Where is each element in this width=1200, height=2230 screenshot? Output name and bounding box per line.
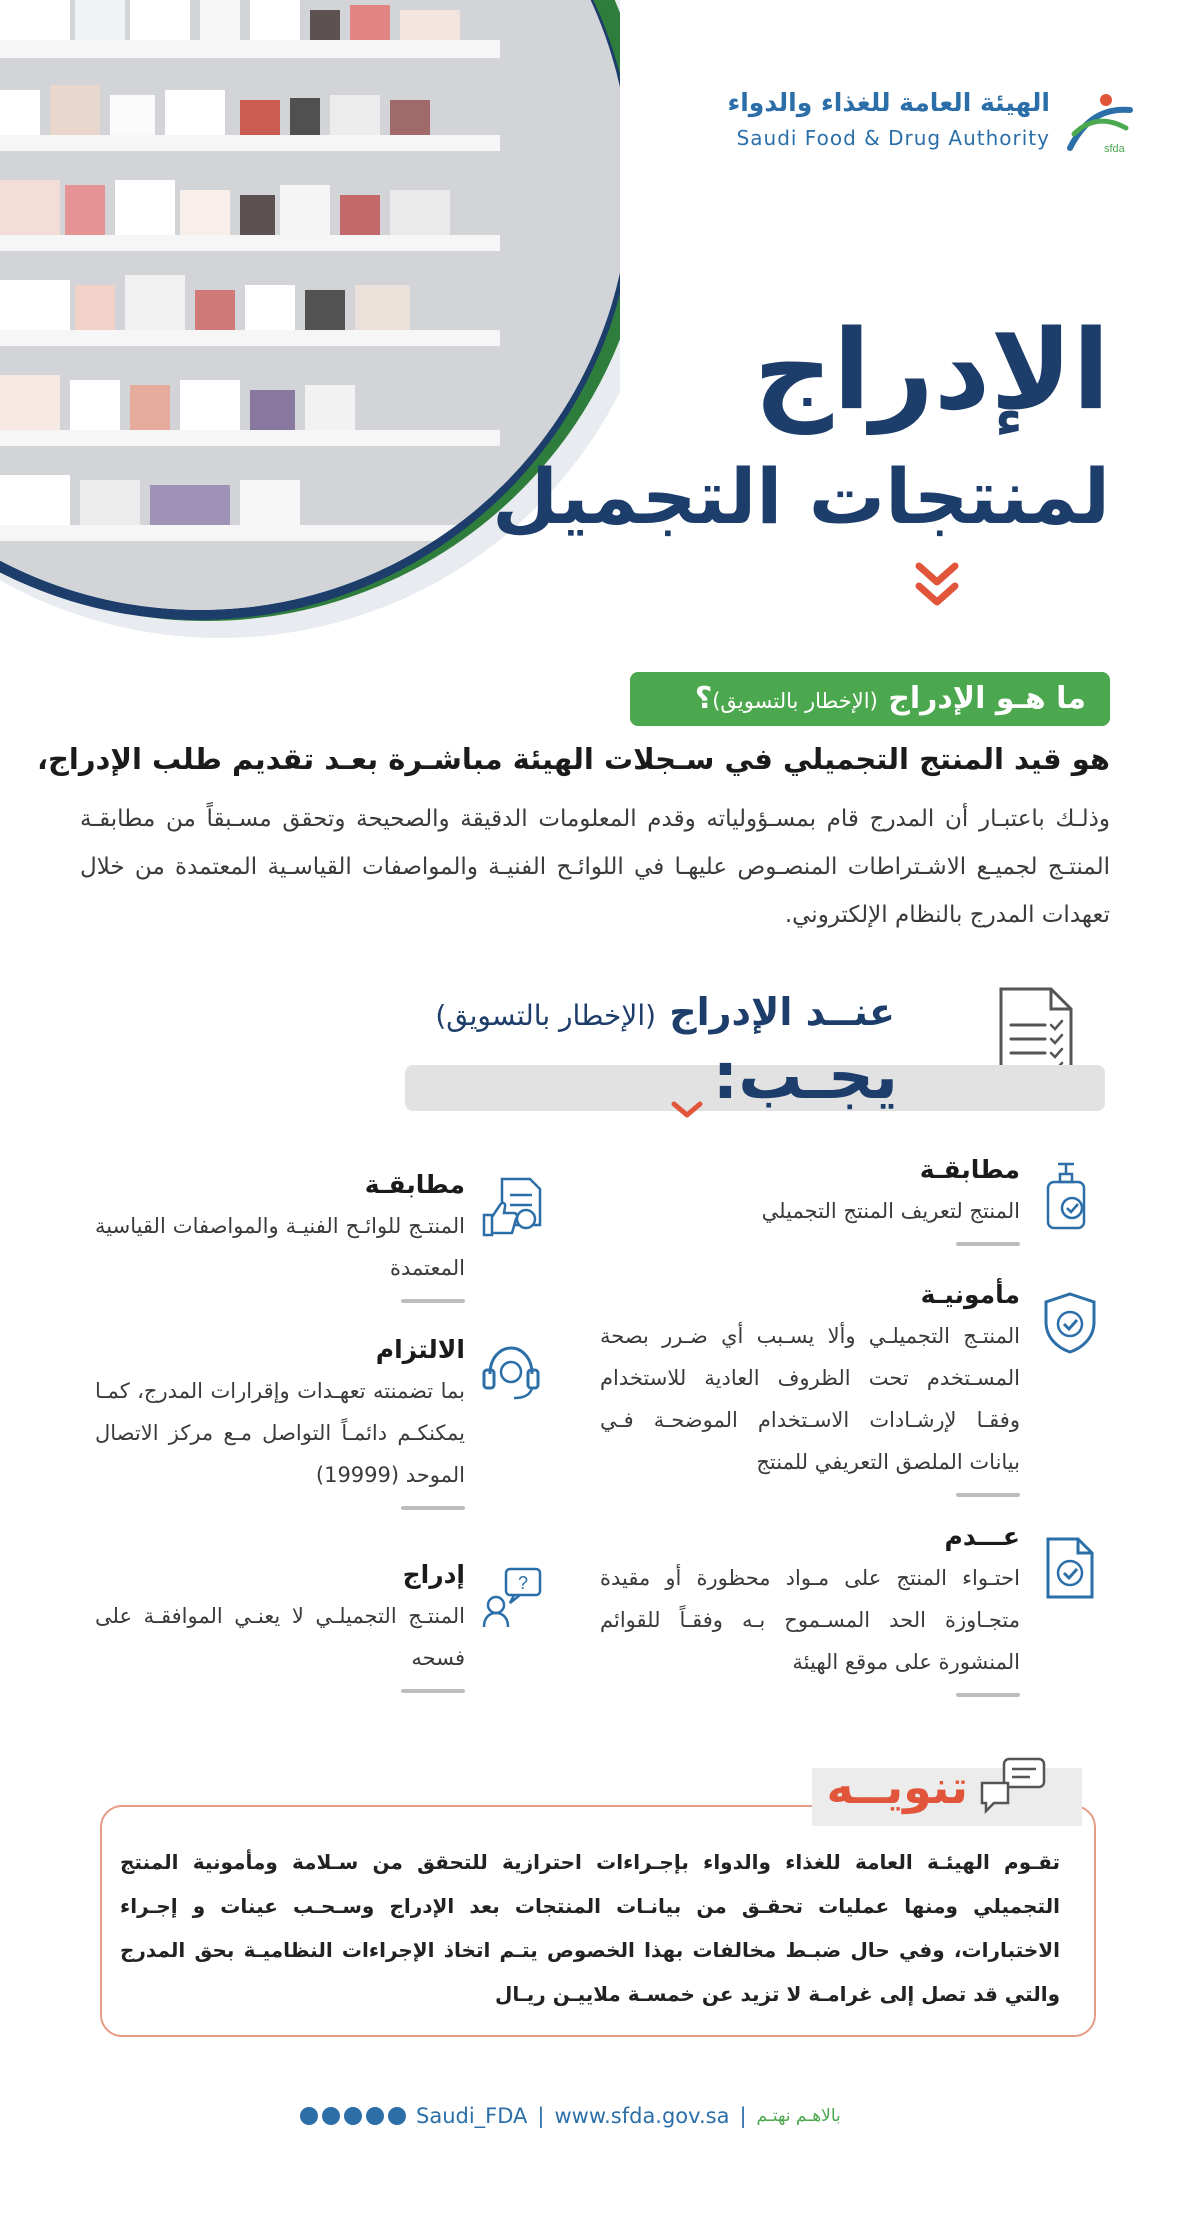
requirement-listing <box>95 1560 465 1693</box>
footer-motto: بالاهـم نهتـم <box>756 2106 841 2126</box>
chevron-down-icon <box>670 1100 704 1120</box>
youtube-icon[interactable] <box>366 2107 384 2125</box>
notice-title: تنويــه <box>826 1760 968 1814</box>
headset-icon <box>478 1340 544 1402</box>
footer-separator: | <box>537 2104 545 2128</box>
requirement-heading: إدراج <box>402 1560 465 1589</box>
sfda-logo <box>710 88 1140 168</box>
thumbs-up-document-icon <box>480 1175 544 1239</box>
must-word: يجـب: <box>712 1040 898 1114</box>
requirement-heading: مطابقـة <box>919 1155 1020 1184</box>
divider <box>956 1242 1020 1246</box>
question-banner <box>630 672 1110 726</box>
question-mark: ؟ <box>694 681 713 716</box>
chat-bubbles-icon <box>978 1755 1048 1819</box>
page-subtitle: لمنتجات التجميل <box>492 452 1110 541</box>
divider <box>401 1506 465 1510</box>
requirement-non-content <box>600 1522 1020 1697</box>
snapchat-icon[interactable] <box>344 2107 362 2125</box>
logo-arabic-name: الهيئة العامة للغذاء والدواء <box>727 88 1050 117</box>
social-handle[interactable]: Saudi_FDA <box>416 2104 528 2128</box>
requirement-heading: عـــدم <box>944 1522 1020 1551</box>
divider <box>401 1689 465 1693</box>
answer-lead: هو قيد المنتج التجميلي في سـجلات الهيئة مباشـرة بعـد تقديم طلب الإدراج، <box>36 742 1110 776</box>
must-heading-main: عنــد الإدراج <box>656 990 895 1034</box>
must-heading <box>435 990 895 1034</box>
divider <box>956 1493 1020 1497</box>
question-bubble-icon <box>480 1565 544 1629</box>
footer <box>300 2104 900 2128</box>
svg-text:sfda: sfda <box>1104 143 1125 155</box>
divider <box>956 1693 1020 1697</box>
twitter-icon[interactable] <box>388 2107 406 2125</box>
requirement-heading: مطابقـة <box>364 1170 465 1199</box>
requirement-text: بما تضمنته تعهـدات وإقرارات المدرج، كمـا يمكنكـم دائمـاً التواصل مـع مركز الاتصال الموحد (19999) <box>95 1379 465 1487</box>
facebook-icon[interactable] <box>300 2107 318 2125</box>
requirement-heading: الالتزام <box>375 1335 465 1364</box>
answer-body: وذلـك باعتبـار أن المدرج قام بمسـؤولياته وقدم المعلومات الدقيقة والصحيحة وتحقق مسـبقاً من مطابقـة المنتـج لجميـع الاشـتراطات المنصـوص عليهـا في اللوائـح الفنيـة والمواصفات القياسـية المعتمدة من خلال تعهدات المدرج بالنظام الإلكتروني. <box>80 806 1110 928</box>
requirement-heading: مأمونيـة <box>920 1280 1020 1309</box>
requirement-match-standards <box>95 1170 465 1303</box>
logo-english-name: Saudi Food & Drug Authority <box>736 126 1050 150</box>
shield-check-icon <box>1040 1290 1100 1356</box>
requirement-text: المنتج لتعريف المنتج التجميلي <box>761 1199 1020 1223</box>
requirement-safety <box>600 1280 1020 1497</box>
website-link[interactable]: www.sfda.gov.sa <box>554 2104 730 2128</box>
svg-text:?: ? <box>518 1573 529 1593</box>
pharmacy-shelves-photo <box>0 0 620 670</box>
requirement-text: احتـواء المنتج على مـواد محظورة أو مقيدة متجـاوزة الحد المسـموح بـه وفقـاً للقوائم المنشورة على موقع الهيئة <box>600 1566 1020 1674</box>
document-check-icon <box>1042 1535 1096 1601</box>
notice-text: تقـوم الهيئـة العامة للغذاء والدواء بإجـراءات احترازية للتحقق من سـلامة ومأمونية المنتج التجميلي ومنها عمليات تحقـق من بيانـات المنتجات بعد الإدراج وسـحـب عينات و إجـراء الاختبارات، وفي حال ضبـط مخالفات بهذا الخصوص يتـم اتخاذ الإجراءات النظاميـة بحق المدرج والتي قد تصل إلى غرامـة لا تزيد عن خمسـة ملاييـن ريـال <box>120 1850 1060 2006</box>
instagram-icon[interactable] <box>322 2107 340 2125</box>
requirement-match-definition <box>600 1155 1020 1246</box>
question-sub: (الإخطار بالتسويق) <box>712 689 878 713</box>
social-icons <box>300 2107 406 2125</box>
requirement-text: المنتـج للوائـح الفنيـة والمواصفات القياسية المعتمدة <box>95 1214 465 1280</box>
sanitizer-bottle-icon <box>1040 1160 1092 1232</box>
sfda-emblem-icon <box>1060 88 1140 160</box>
question-main: ما هـو الإدراج <box>877 681 1086 716</box>
page-title: الإدراج <box>753 306 1110 434</box>
divider <box>401 1299 465 1303</box>
must-heading-sub: (الإخطار بالتسويق) <box>435 999 657 1032</box>
chevron-down-icon <box>915 560 959 610</box>
footer-separator: | <box>739 2104 747 2128</box>
requirement-commitment <box>95 1335 465 1510</box>
requirement-text: المنتـج التجميلـي وألا يسـبب أي ضـرر بصحة المسـتخدم تحت الظروف العادية للاستخدام وفقـا لإرشـادات الاسـتخدام الموضحـة فـي بيانات الملصق التعريفي للمنتج <box>600 1324 1020 1474</box>
requirement-text: المنتـج التجميلـي لا يعنـي الموافقـة على فسحه <box>95 1604 465 1670</box>
